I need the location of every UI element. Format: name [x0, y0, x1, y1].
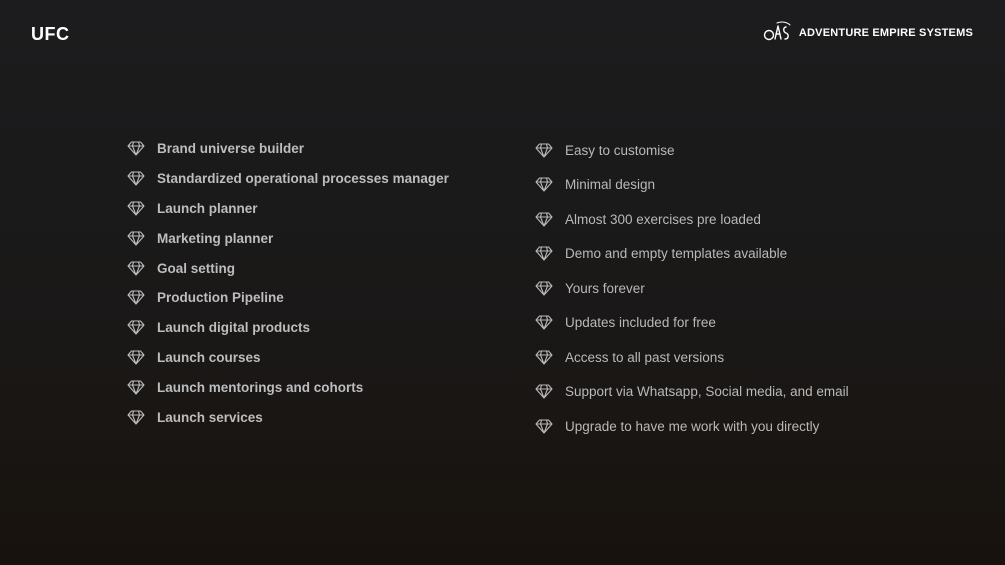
feature-label: Demo and empty templates available	[565, 246, 788, 262]
list-item	[127, 223, 449, 253]
list-item	[535, 271, 849, 306]
diamond-icon	[535, 281, 553, 296]
diamond-icon	[127, 171, 145, 186]
diamond-icon	[127, 410, 145, 425]
feature-label: Launch planner	[157, 200, 258, 216]
diamond-icon	[127, 290, 145, 305]
diamond-icon	[535, 350, 553, 365]
list-item	[535, 409, 849, 444]
list-item	[127, 343, 449, 373]
diamond-icon	[127, 320, 145, 335]
list-item	[535, 168, 849, 203]
diamond-icon	[535, 315, 553, 330]
brand-logo	[763, 21, 973, 45]
list-item	[127, 194, 449, 224]
list-item	[127, 313, 449, 343]
list-item	[127, 164, 449, 194]
feature-label: Easy to customise	[565, 142, 675, 158]
list-item	[127, 402, 449, 432]
diamond-icon	[127, 380, 145, 395]
feature-label: Production Pipeline	[157, 290, 284, 306]
feature-label: Launch services	[157, 409, 263, 425]
feature-label: Yours forever	[565, 280, 645, 296]
list-item	[535, 306, 849, 341]
diamond-icon	[127, 201, 145, 216]
diamond-icon	[127, 141, 145, 156]
feature-label: Access to all past versions	[565, 349, 725, 365]
feature-label: Standardized operational processes manager	[157, 171, 449, 187]
brand-name: ADVENTURE EMPIRE SYSTEMS	[798, 27, 973, 39]
list-item	[535, 375, 849, 410]
list-item	[127, 372, 449, 402]
list-item	[535, 133, 849, 168]
feature-label: Marketing planner	[157, 230, 274, 246]
diamond-icon	[127, 261, 145, 276]
diamond-icon	[127, 350, 145, 365]
feature-label: Minimal design	[565, 177, 656, 193]
feature-label: Support via Whatsapp, Social media, and email	[565, 384, 849, 400]
feature-list-left	[127, 134, 449, 432]
page-title: UFC	[31, 24, 70, 44]
list-item	[535, 237, 849, 272]
list-item	[535, 340, 849, 375]
diamond-icon	[127, 231, 145, 246]
list-item	[127, 253, 449, 283]
feature-list-right	[535, 133, 849, 444]
feature-label: Goal setting	[157, 260, 236, 276]
feature-label: Upgrade to have me work with you directly	[565, 418, 820, 434]
diamond-icon	[535, 384, 553, 399]
list-item	[127, 283, 449, 313]
diamond-icon	[535, 246, 553, 261]
diamond-icon	[535, 143, 553, 158]
feature-label: Launch digital products	[157, 320, 311, 336]
list-item	[127, 134, 449, 164]
feature-label: Launch mentorings and cohorts	[157, 379, 364, 395]
feature-label: Brand universe builder	[157, 141, 305, 157]
feature-label: Updates included for free	[565, 315, 716, 331]
diamond-icon	[535, 177, 553, 192]
diamond-icon	[535, 212, 553, 227]
list-item	[535, 202, 849, 237]
feature-label: Launch courses	[157, 349, 261, 365]
feature-label: Almost 300 exercises pre loaded	[565, 211, 761, 227]
diamond-icon	[535, 419, 553, 434]
aes-logo-icon	[763, 21, 793, 45]
